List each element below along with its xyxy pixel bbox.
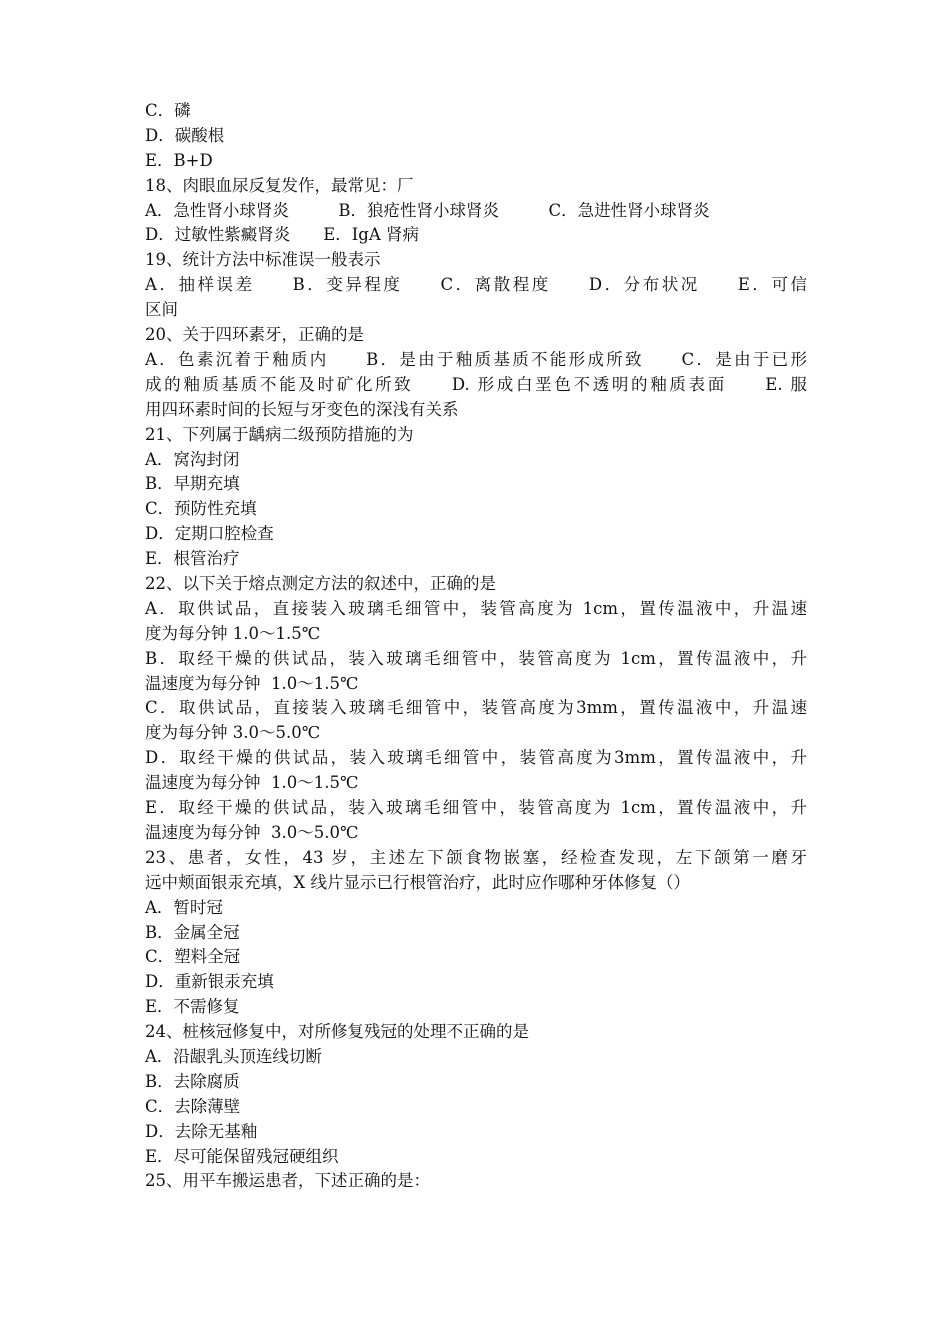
question-22-stem: 22、以下关于熔点测定方法的叙述中，正确的是 [145, 573, 496, 593]
text-line: B．早期充填 [145, 474, 240, 494]
text-line: C．塑料全冠 [145, 947, 241, 967]
text-line: D．取经干燥的供试品，装入玻璃毛细管中，装管高度为3mm，置传温液中，升 [145, 748, 807, 768]
text-line: C．去除薄壁 [145, 1096, 241, 1116]
text-line: B．取经干燥的供试品，装入玻璃毛细管中，装管高度为 1cm，置传温液中，升 [145, 648, 807, 668]
text-line: D．去除无基釉 [145, 1121, 258, 1141]
question-21-stem: 21、下列属于龋病二级预防措施的为 [145, 424, 414, 444]
text-line: E．根管治疗 [145, 549, 240, 569]
text-line: 温速度为每分钟 1.0～1.5℃ [145, 673, 359, 693]
text-line: 温速度为每分钟 1.0～1.5℃ [145, 773, 359, 793]
text-line: 远中颊面银汞充填，X 线片显示已行根管治疗，此时应作哪种牙体修复（） [145, 872, 690, 892]
text-line: A．急性肾小球肾炎 B．狼疮性肾小球肾炎 C．急进性肾小球肾炎 [145, 200, 710, 220]
text-line: E．尽可能保留残冠硬组织 [145, 1146, 339, 1166]
text-line: A．色素沉着于釉质内 B．是由于釉质基质不能形成所致 C．是由于已形 [145, 349, 807, 369]
text-line: A．取供试品，直接装入玻璃毛细管中，装管高度为 1cm，置传温液中，升温速 [145, 598, 807, 618]
text-line: A．抽样误差 B．变异程度 C．离散程度 D．分布状况 E．可信 [145, 275, 807, 295]
text-line: 度为每分钟 1.0～1.5℃ [145, 623, 321, 643]
text-line: D．重新银汞充填 [145, 972, 274, 992]
question-text-body [145, 99, 807, 1194]
question-20-stem: 20、关于四环素牙，正确的是 [145, 325, 364, 345]
text-line: C．磷 [145, 101, 191, 120]
text-line: D．碳酸根 [145, 125, 225, 145]
question-24-stem: 24、桩核冠修复中，对所修复残冠的处理不正确的是 [145, 1022, 529, 1042]
question-25-stem: 25、用平车搬运患者，下述正确的是： [145, 1171, 430, 1191]
text-line: E．取经干燥的供试品，装入玻璃毛细管中，装管高度为 1cm，置传温液中，升 [145, 798, 807, 818]
text-line: 区间 [145, 300, 178, 320]
text-line: 温速度为每分钟 3.0～5.0℃ [145, 822, 359, 842]
text-line: E．不需修复 [145, 997, 240, 1017]
text-line: A．窝沟封闭 [145, 449, 240, 469]
text-line: 成的釉质基质不能及时矿化所致 D. 形成白垩色不透明的釉质表面 E. 服 [145, 374, 807, 394]
text-line: E．B+D [145, 150, 213, 170]
text-line: B．去除腐质 [145, 1071, 240, 1091]
text-line: A．暂时冠 [145, 897, 223, 917]
text-line: C．取供试品，直接装入玻璃毛细管中，装管高度为3mm，置传温液中，升温速 [145, 698, 807, 718]
text-line: C．预防性充填 [145, 499, 257, 519]
text-line: 度为每分钟 3.0～5.0℃ [145, 723, 321, 743]
text-line: D．过敏性紫癜肾炎 E．IgA 肾病 [145, 225, 420, 245]
text-line: B．金属全冠 [145, 922, 240, 942]
question-19-stem: 19、统计方法中标准误一般表示 [145, 250, 381, 270]
text-line: A．沿龈乳头顶连线切断 [145, 1046, 322, 1066]
question-18-stem: 18、肉眼血尿反复发作，最常见：厂 [145, 175, 414, 195]
text-line: 用四环素时间的长短与牙变色的深浅有关系 [145, 399, 459, 419]
question-23-stem: 23、患者，女性，43 岁，主述左下颌食物嵌塞，经检查发现，左下颌第一磨牙 [145, 847, 807, 867]
text-line: D．定期口腔检查 [145, 524, 274, 544]
